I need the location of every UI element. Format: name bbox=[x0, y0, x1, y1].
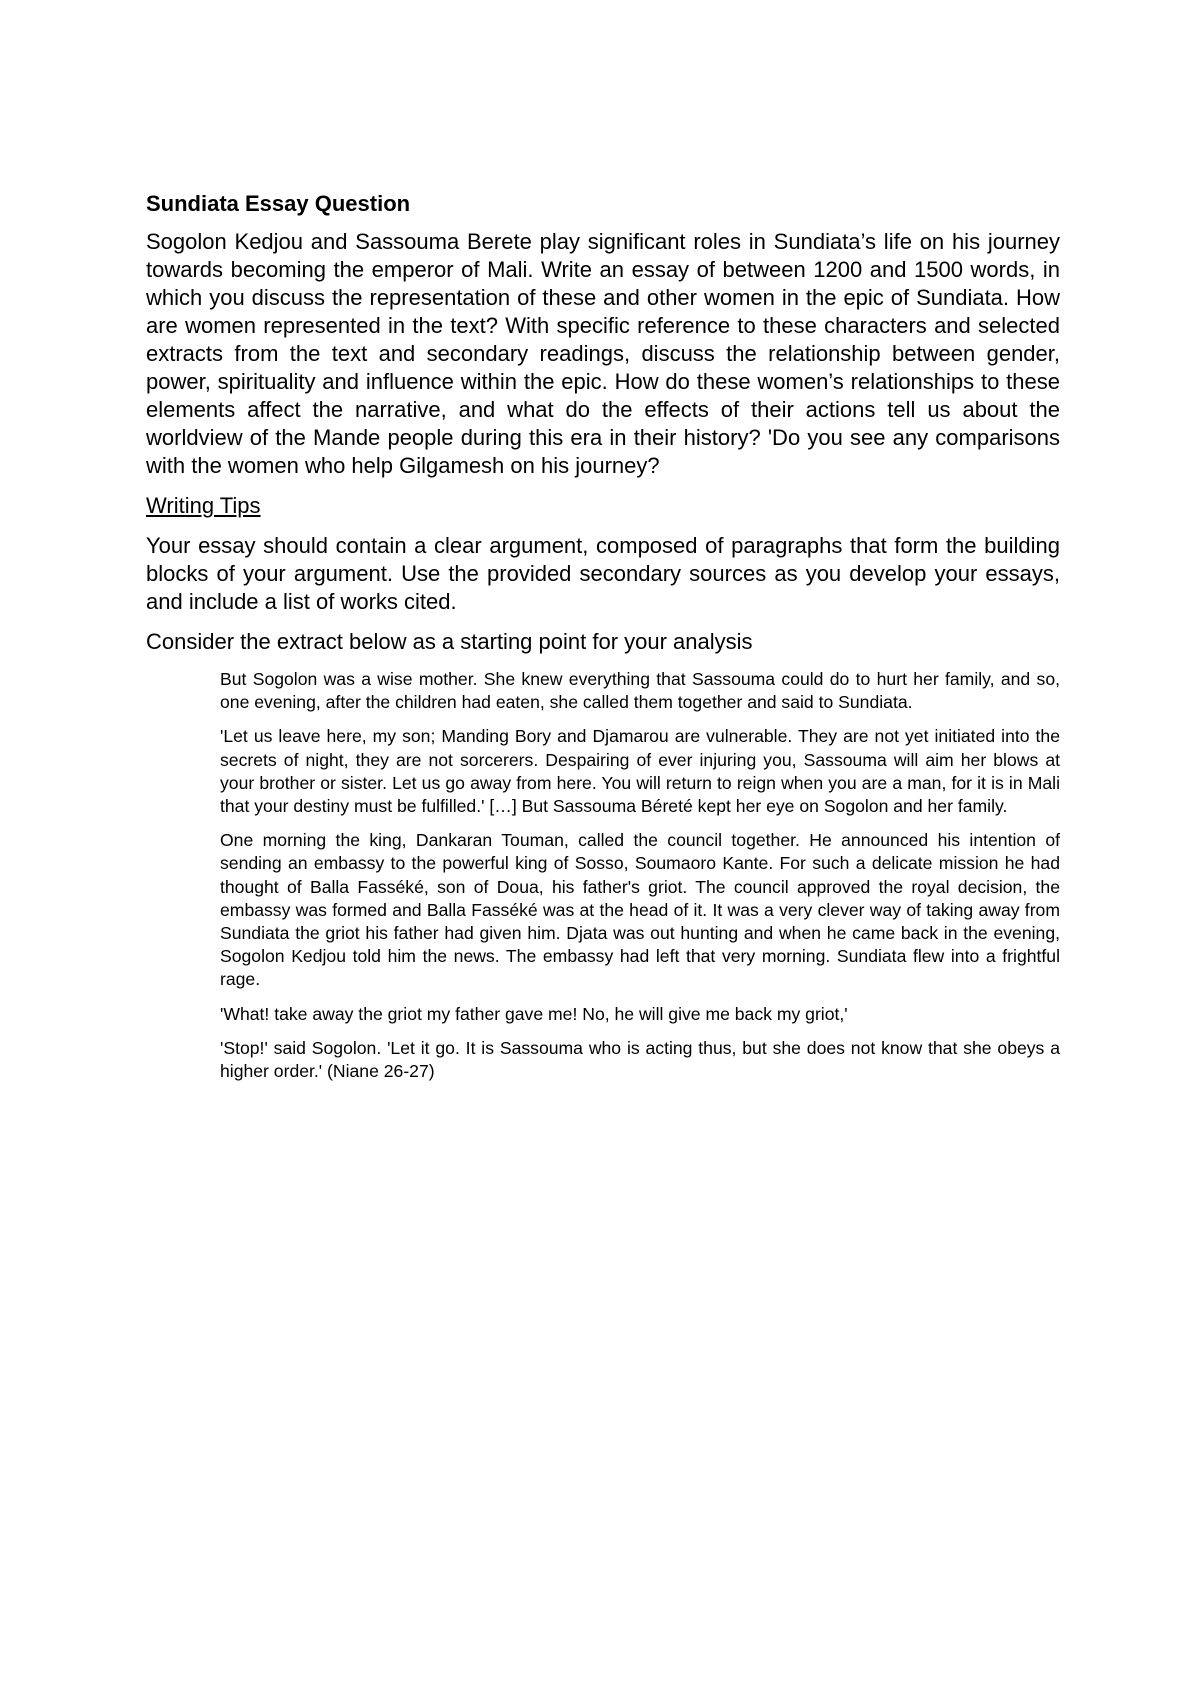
extract-paragraph-5: 'Stop!' said Sogolon. 'Let it go. It is Sassouma who is acting thus, but she does not know that she obeys a higher order.' (Niane 26-27) bbox=[220, 1037, 1060, 1082]
essay-title: Sundiata Essay Question bbox=[146, 191, 411, 216]
extract-paragraph-3: One morning the king, Dankaran Touman, called the council together. He announced his intention of sending an embassy to the powerful king of Sosso, Soumaoro Kante. For such a delicate mission he had thought of Balla Fasséké, son of Doua, his father's griot. The council approved the royal decision, the embassy was formed and Balla Fasséké was at the head of it. It was a very clever way of taking away from Sundiata the griot his father had given him. Djata was out hunting and when he came back in the evening, Sogolon Kedjou told him the news. The embassy had left that very morning. Sundiata flew into a frightful rage. bbox=[220, 830, 1060, 990]
writing-tips-paragraph: Your essay should contain a clear argument, composed of paragraphs that form the building blocks of your argument. Use the provided secondary sources as you develop your essays, and include a list of works cited. bbox=[146, 533, 1060, 614]
extract-paragraph-1: But Sogolon was a wise mother. She knew everything that Sassouma could do to hurt her family, and so, one evening, after the children had eaten, she called them together and said to Sundiata. bbox=[220, 669, 1060, 713]
essay-question-paragraph: Sogolon Kedjou and Sassouma Berete play significant roles in Sundiata’s life on his journey towards becoming the emperor of Mali. Write an essay of between 1200 and 1500 words, in which you discuss the representation of these and other women in the epic of Sundiata. How are women represented in the text? With specific reference to these characters and selected extracts from the text and secondary readings, discuss the relationship between gender, power, spirituality and influence within the epic. How do these women’s relationships to these elements affect the narrative, and what do the effects of their actions tell us about the worldview of the Mande people during this era in their history? 'Do you see any comparisons with the women who help Gilgamesh on his journey? bbox=[146, 229, 1060, 478]
extract-block bbox=[220, 668, 1060, 1083]
extract-paragraph-2: 'Let us leave here, my son; Manding Bory and Djamarou are vulnerable. They are not yet initiated into the secrets of night, they are not sorcerers. Despairing of ever injuring you, Sassouma will aim her blows at your brother or sister. Let us go away from here. You will return to reign when you are a man, for it is in Mali that your destiny must be fulfilled.' […] But Sassouma Béreté kept her eye on Sogolon and her family. bbox=[220, 726, 1060, 817]
document-body bbox=[146, 190, 1060, 1094]
extract-intro: Consider the extract below as a starting point for your analysis bbox=[146, 629, 753, 654]
extract-paragraph-4: 'What! take away the griot my father gave me! No, he will give me back my griot,' bbox=[220, 1003, 848, 1024]
writing-tips-heading: Writing Tips bbox=[146, 493, 261, 518]
